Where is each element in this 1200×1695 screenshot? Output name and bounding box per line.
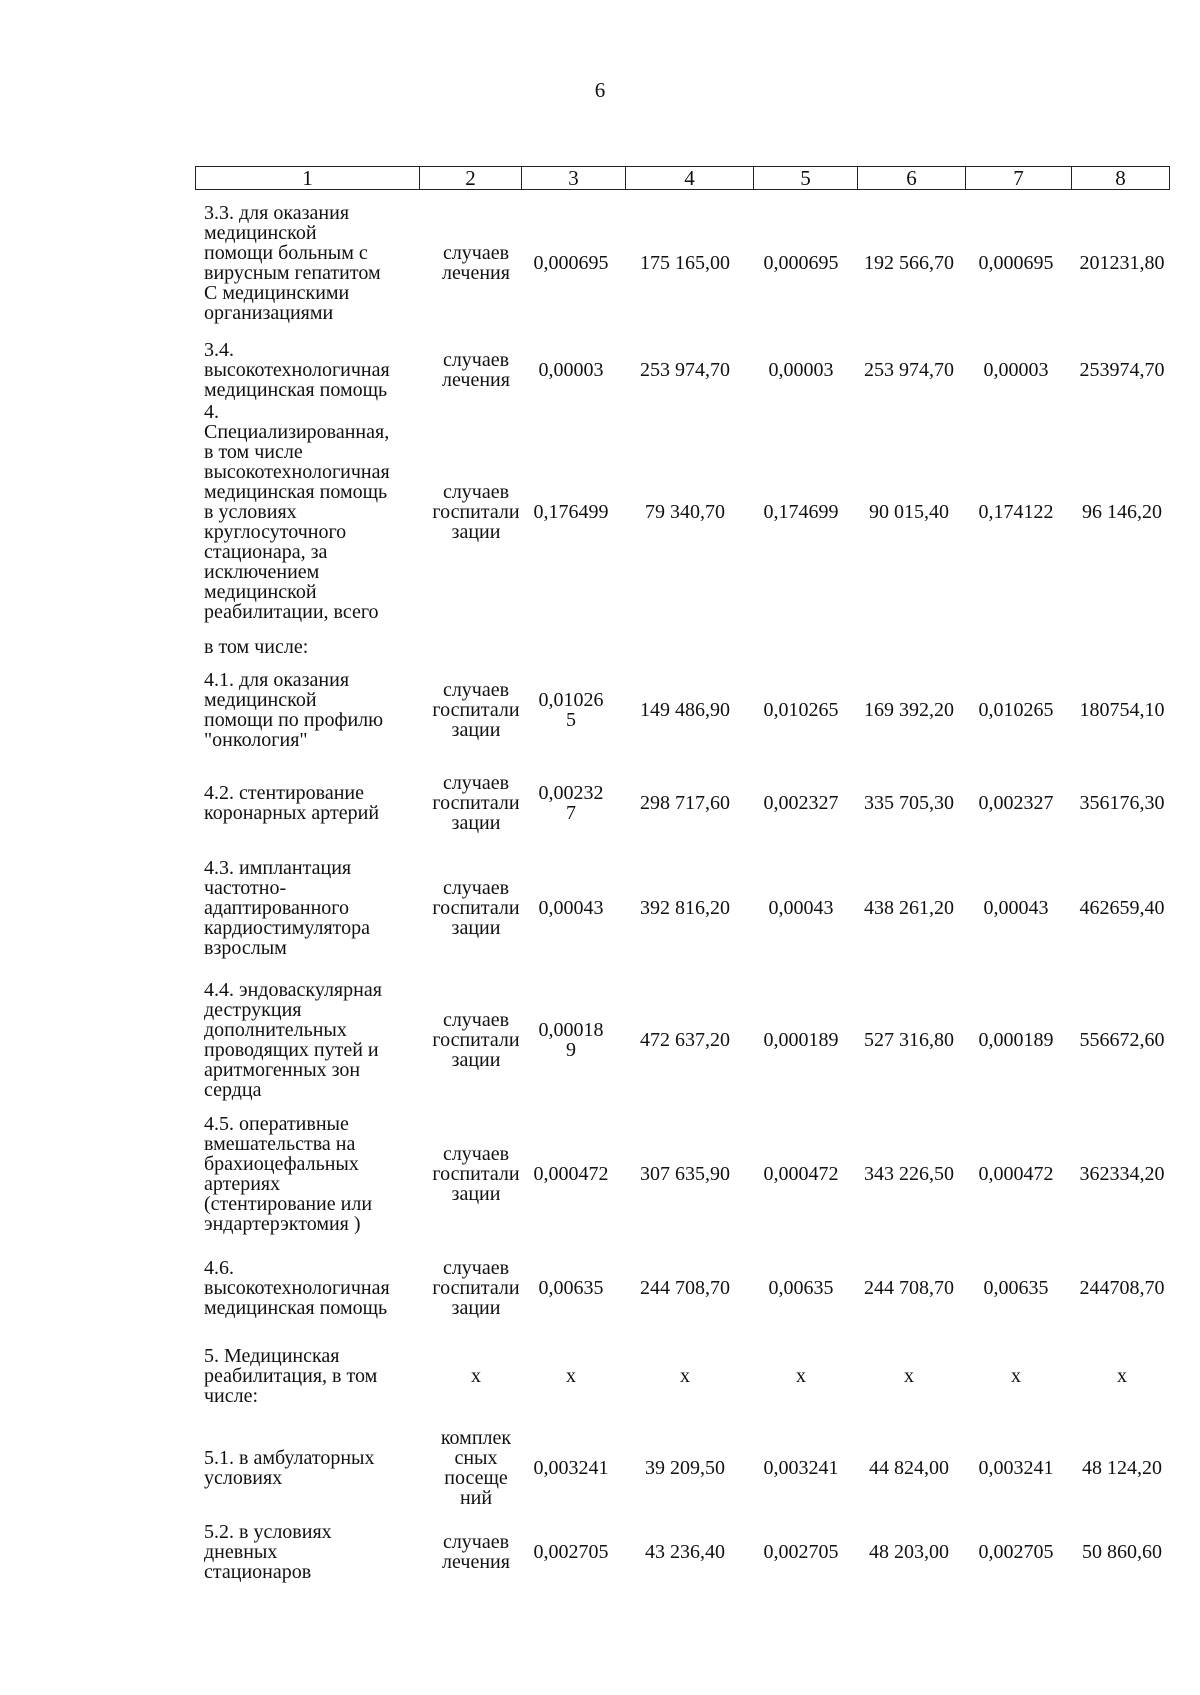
row-value: 90 015,40 bbox=[869, 501, 949, 523]
row-value: 343 226,50 bbox=[864, 1163, 954, 1185]
row-value: 44 824,00 bbox=[869, 1457, 949, 1479]
row-unit: комплек сных посеще ний bbox=[440, 1427, 512, 1509]
row-value: 253 974,70 bbox=[864, 359, 954, 381]
row-value: 0,000695 bbox=[763, 252, 839, 274]
table-row bbox=[0, 1522, 1200, 1582]
row-value: 0,00003 bbox=[538, 359, 604, 381]
table-row bbox=[0, 858, 1200, 958]
row-value: 0,002705 bbox=[763, 1541, 839, 1563]
row-name: 4.5. оперативные вмешательства на брахиоцефальных артериях (стентирование или эндартерэктомия ) bbox=[204, 1113, 373, 1235]
row-value: х bbox=[1117, 1365, 1127, 1387]
row-value: 0,01026 5 bbox=[538, 689, 604, 731]
row-value: 0,176499 bbox=[533, 501, 609, 523]
row-value: 392 816,20 bbox=[640, 897, 730, 919]
row-name: 3.4. высокотехнологичная медицинская помощь bbox=[204, 339, 390, 401]
header-col-1: 1 bbox=[196, 167, 420, 190]
header-col-8: 8 bbox=[1072, 167, 1170, 190]
column-number-header bbox=[195, 166, 1170, 190]
subheading: в том числе: bbox=[204, 636, 309, 658]
row-value: 462659,40 bbox=[1079, 897, 1165, 919]
row-value: 79 340,70 bbox=[645, 501, 725, 523]
row-name: 4.4. эндоваскулярная деструкция дополнительных проводящих путей и аритмогенных зон сердца bbox=[204, 979, 382, 1101]
row-value: 48 124,20 bbox=[1082, 1457, 1162, 1479]
row-value: 0,00635 bbox=[983, 1277, 1049, 1299]
row-value: 39 209,50 bbox=[645, 1457, 725, 1479]
row-value: х bbox=[680, 1365, 690, 1387]
table-row bbox=[0, 1114, 1200, 1234]
row-value: 0,000472 bbox=[763, 1163, 839, 1185]
row-unit: случаев госпитали зации bbox=[432, 679, 520, 741]
row-value: 307 635,90 bbox=[640, 1163, 730, 1185]
row-value: 0,000472 bbox=[533, 1163, 609, 1185]
row-value: 0,000695 bbox=[978, 252, 1054, 274]
table-row bbox=[0, 670, 1200, 750]
header-col-7: 7 bbox=[966, 167, 1072, 190]
row-name: 4.3. имплантация частотно- адаптированного кардиостимулятора взрослым bbox=[204, 857, 371, 959]
row-value: 175 165,00 bbox=[640, 252, 730, 274]
row-value: 0,002327 bbox=[978, 792, 1054, 814]
row-value: 244 708,70 bbox=[640, 1277, 730, 1299]
row-value: 0,00043 bbox=[983, 897, 1049, 919]
row-value: 0,000189 bbox=[763, 1029, 839, 1051]
row-value: 253 974,70 bbox=[640, 359, 730, 381]
row-name: 4.2. стентирование коронарных артерий bbox=[204, 782, 380, 824]
row-value: 0,002705 bbox=[533, 1541, 609, 1563]
row-unit: случаев госпитали зации bbox=[432, 772, 520, 834]
row-value: 192 566,70 bbox=[864, 252, 954, 274]
row-value: 0,000472 bbox=[978, 1163, 1054, 1185]
table-row bbox=[0, 340, 1200, 400]
row-name: 4.1. для оказания медицинской помощи по профилю "онкология" bbox=[204, 669, 384, 751]
row-name: 5.1. в амбулаторных условиях bbox=[204, 1447, 375, 1489]
row-value: 438 261,20 bbox=[864, 897, 954, 919]
row-value: 244 708,70 bbox=[864, 1277, 954, 1299]
row-value: 43 236,40 bbox=[645, 1541, 725, 1563]
row-name: 5.2. в условиях дневных стационаров bbox=[204, 1521, 332, 1583]
row-value: 362334,20 bbox=[1079, 1163, 1165, 1185]
row-value: 0,003241 bbox=[978, 1457, 1054, 1479]
row-value: х bbox=[1011, 1365, 1021, 1387]
row-value: 0,002705 bbox=[978, 1541, 1054, 1563]
row-value: 0,00043 bbox=[768, 897, 834, 919]
row-value: 0,00003 bbox=[768, 359, 834, 381]
row-value: 0,174122 bbox=[978, 501, 1054, 523]
row-value: 180754,10 bbox=[1079, 699, 1165, 721]
table-row bbox=[0, 402, 1200, 622]
header-col-2: 2 bbox=[420, 167, 522, 190]
row-name: 4.6. высокотехнологичная медицинская помощь bbox=[204, 1257, 390, 1319]
row-value: 0,00232 7 bbox=[538, 782, 604, 824]
row-value: 0,000189 bbox=[978, 1029, 1054, 1051]
table-row bbox=[0, 980, 1200, 1100]
row-value: 0,00018 9 bbox=[538, 1019, 604, 1061]
row-value: 0,002327 bbox=[763, 792, 839, 814]
header-col-4: 4 bbox=[626, 167, 754, 190]
row-value: 253974,70 bbox=[1079, 359, 1165, 381]
table-row bbox=[0, 1253, 1200, 1323]
row-value: 0,003241 bbox=[533, 1457, 609, 1479]
row-value: 472 637,20 bbox=[640, 1029, 730, 1051]
row-value: 0,003241 bbox=[763, 1457, 839, 1479]
row-value: 556672,60 bbox=[1079, 1029, 1165, 1051]
row-unit: случаев госпитали зации bbox=[432, 877, 520, 939]
row-unit: случаев лечения bbox=[442, 1531, 510, 1573]
row-value: 0,00003 bbox=[983, 359, 1049, 381]
row-value: х bbox=[904, 1365, 914, 1387]
header-col-6: 6 bbox=[858, 167, 966, 190]
table-row bbox=[0, 203, 1200, 323]
row-value: 356176,30 bbox=[1079, 792, 1165, 814]
row-value: 48 203,00 bbox=[869, 1541, 949, 1563]
row-value: 0,174699 bbox=[763, 501, 839, 523]
header-col-3: 3 bbox=[522, 167, 626, 190]
row-value: х bbox=[566, 1365, 576, 1387]
row-name: 4. Специализированная, в том числе высокотехнологичная медицинская помощь в условиях круглосуточного стационара, за исключением медицинской реабилитации, всего bbox=[204, 401, 390, 623]
row-value: 335 705,30 bbox=[864, 792, 954, 814]
row-name: 5. Медицинская реабилитация, в том числе: bbox=[204, 1345, 378, 1407]
row-unit: случаев лечения bbox=[442, 349, 510, 391]
row-value: 96 146,20 bbox=[1082, 501, 1162, 523]
row-value: 0,010265 bbox=[978, 699, 1054, 721]
row-unit: случаев госпитали зации bbox=[432, 481, 520, 543]
row-value: 0,00635 bbox=[768, 1277, 834, 1299]
row-value: 201231,80 bbox=[1079, 252, 1165, 274]
row-value: 0,00635 bbox=[538, 1277, 604, 1299]
row-unit: случаев лечения bbox=[442, 242, 510, 284]
row-value: 169 392,20 bbox=[864, 699, 954, 721]
row-name: 3.3. для оказания медицинской помощи больным с вирусным гепатитом С медицинскими организациями bbox=[204, 202, 381, 324]
row-unit: случаев госпитали зации bbox=[432, 1143, 520, 1205]
row-value: 298 717,60 bbox=[640, 792, 730, 814]
row-unit: случаев госпитали зации bbox=[432, 1009, 520, 1071]
row-unit: случаев госпитали зации bbox=[432, 1257, 520, 1319]
row-value: х bbox=[796, 1365, 806, 1387]
page-number: 6 bbox=[594, 78, 606, 102]
table-row bbox=[0, 768, 1200, 838]
row-value: 0,010265 bbox=[763, 699, 839, 721]
row-value: 527 316,80 bbox=[864, 1029, 954, 1051]
table-row bbox=[0, 1346, 1200, 1406]
row-value: 244708,70 bbox=[1079, 1277, 1165, 1299]
table-row bbox=[0, 1428, 1200, 1508]
header-col-5: 5 bbox=[754, 167, 858, 190]
row-value: 149 486,90 bbox=[640, 699, 730, 721]
row-value: 50 860,60 bbox=[1082, 1541, 1162, 1563]
row-value: 0,00043 bbox=[538, 897, 604, 919]
row-unit: х bbox=[471, 1365, 481, 1387]
row-value: 0,000695 bbox=[533, 252, 609, 274]
